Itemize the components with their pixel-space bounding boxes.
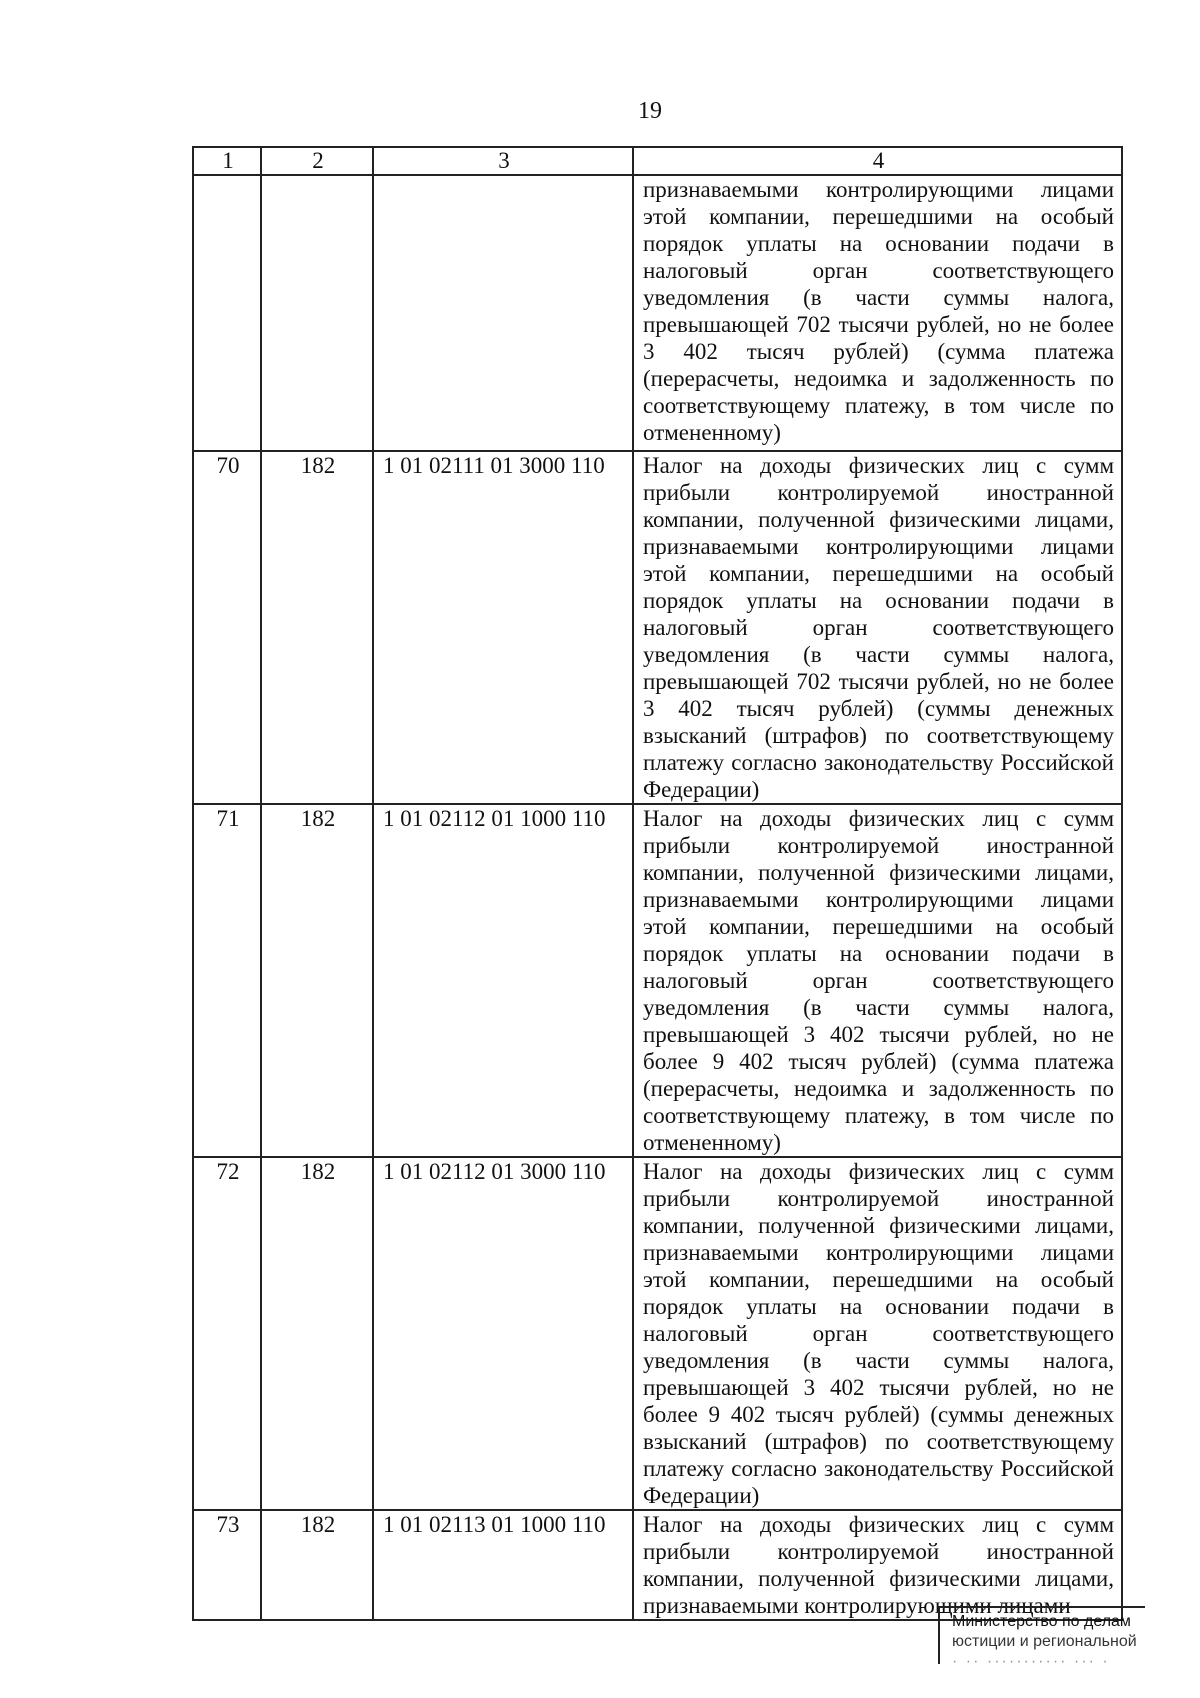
budget-classification-code	[373, 175, 633, 451]
table-row	[193, 804, 1122, 1157]
budget-codes-table	[192, 146, 1123, 1621]
table-row	[193, 1510, 1122, 1620]
admin-code: 182	[261, 1157, 373, 1510]
admin-code: 182	[261, 451, 373, 804]
row-number: 71	[193, 804, 261, 1157]
ministry-stamp	[938, 1606, 1145, 1670]
row-number: 70	[193, 451, 261, 804]
budget-classification-code: 1 01 02113 01 1000 110	[373, 1510, 633, 1620]
budget-classification-code: 1 01 02112 01 1000 110	[373, 804, 633, 1157]
income-description: Налог на доходы физических лиц с сумм прибыли контролируемой иностранной компании, полученной физическими лицами, признаваемыми контролирующими лицами этой компании, перешедшими на особый порядок уплаты на основании подачи в налоговый орган соответствующего уведомления (в части суммы налога, превышающей 3 402 тысячи рублей, но не более 9 402 тысяч рублей) (суммы денежных взысканий (штрафов) по соответствующему платежу согласно законодательству Российской Федерации)	[633, 1157, 1122, 1510]
budget-classification-code: 1 01 02112 01 3000 110	[373, 1157, 633, 1510]
budget-classification-code: 1 01 02111 01 3000 110	[373, 451, 633, 804]
stamp-line-2: юстиции и региональной	[952, 1633, 1137, 1650]
table-header-row	[193, 147, 1122, 175]
income-description: Налог на доходы физических лиц с сумм прибыли контролируемой иностранной компании, полученной физическими лицами, признаваемыми контролирующими лицами этой компании, перешедшими на особый порядок уплаты на основании подачи в налоговый орган соответствующего уведомления (в части суммы налога, превышающей 702 тысячи рублей, но не более 3 402 тысяч рублей) (суммы денежных взысканий (штрафов) по соответствующему платежу согласно законодательству Российской Федерации)	[633, 451, 1122, 804]
row-number	[193, 175, 261, 451]
stamp-line-3: · ·· ··········· ··· ·	[952, 1653, 1110, 1670]
row-number: 72	[193, 1157, 261, 1510]
table-row	[193, 175, 1122, 451]
header-col-1: 1	[193, 147, 261, 175]
income-description: Налог на доходы физических лиц с сумм прибыли контролируемой иностранной компании, полученной физическими лицами, признаваемыми контролирующими лицами	[633, 1510, 1122, 1620]
header-col-3: 3	[373, 147, 633, 175]
admin-code: 182	[261, 804, 373, 1157]
admin-code: 182	[261, 1510, 373, 1620]
stamp-line-1: Министерство по делам	[952, 1613, 1131, 1630]
header-col-2: 2	[261, 147, 373, 175]
income-description: Налог на доходы физических лиц с сумм прибыли контролируемой иностранной компании, полученной физическими лицами, признаваемыми контролирующими лицами этой компании, перешедшими на особый порядок уплаты на основании подачи в налоговый орган соответствующего уведомления (в части суммы налога, превышающей 3 402 тысячи рублей, но не более 9 402 тысяч рублей) (сумма платежа (перерасчеты, недоимка и задолженность по соответствующему платежу, в том числе по отмененному)	[633, 804, 1122, 1157]
header-col-4: 4	[633, 147, 1122, 175]
admin-code	[261, 175, 373, 451]
table-row	[193, 451, 1122, 804]
page-number: 19	[638, 98, 662, 124]
income-description: признаваемыми контролирующими лицами этой компании, перешедшими на особый порядок уплаты на основании подачи в налоговый орган соответствующего уведомления (в части суммы налога, превышающей 702 тысячи рублей, но не более 3 402 тысяч рублей) (сумма платежа (перерасчеты, недоимка и задолженность по соответствующему платежу, в том числе по отмененному)	[633, 175, 1122, 451]
table-row	[193, 1157, 1122, 1510]
row-number: 73	[193, 1510, 261, 1620]
